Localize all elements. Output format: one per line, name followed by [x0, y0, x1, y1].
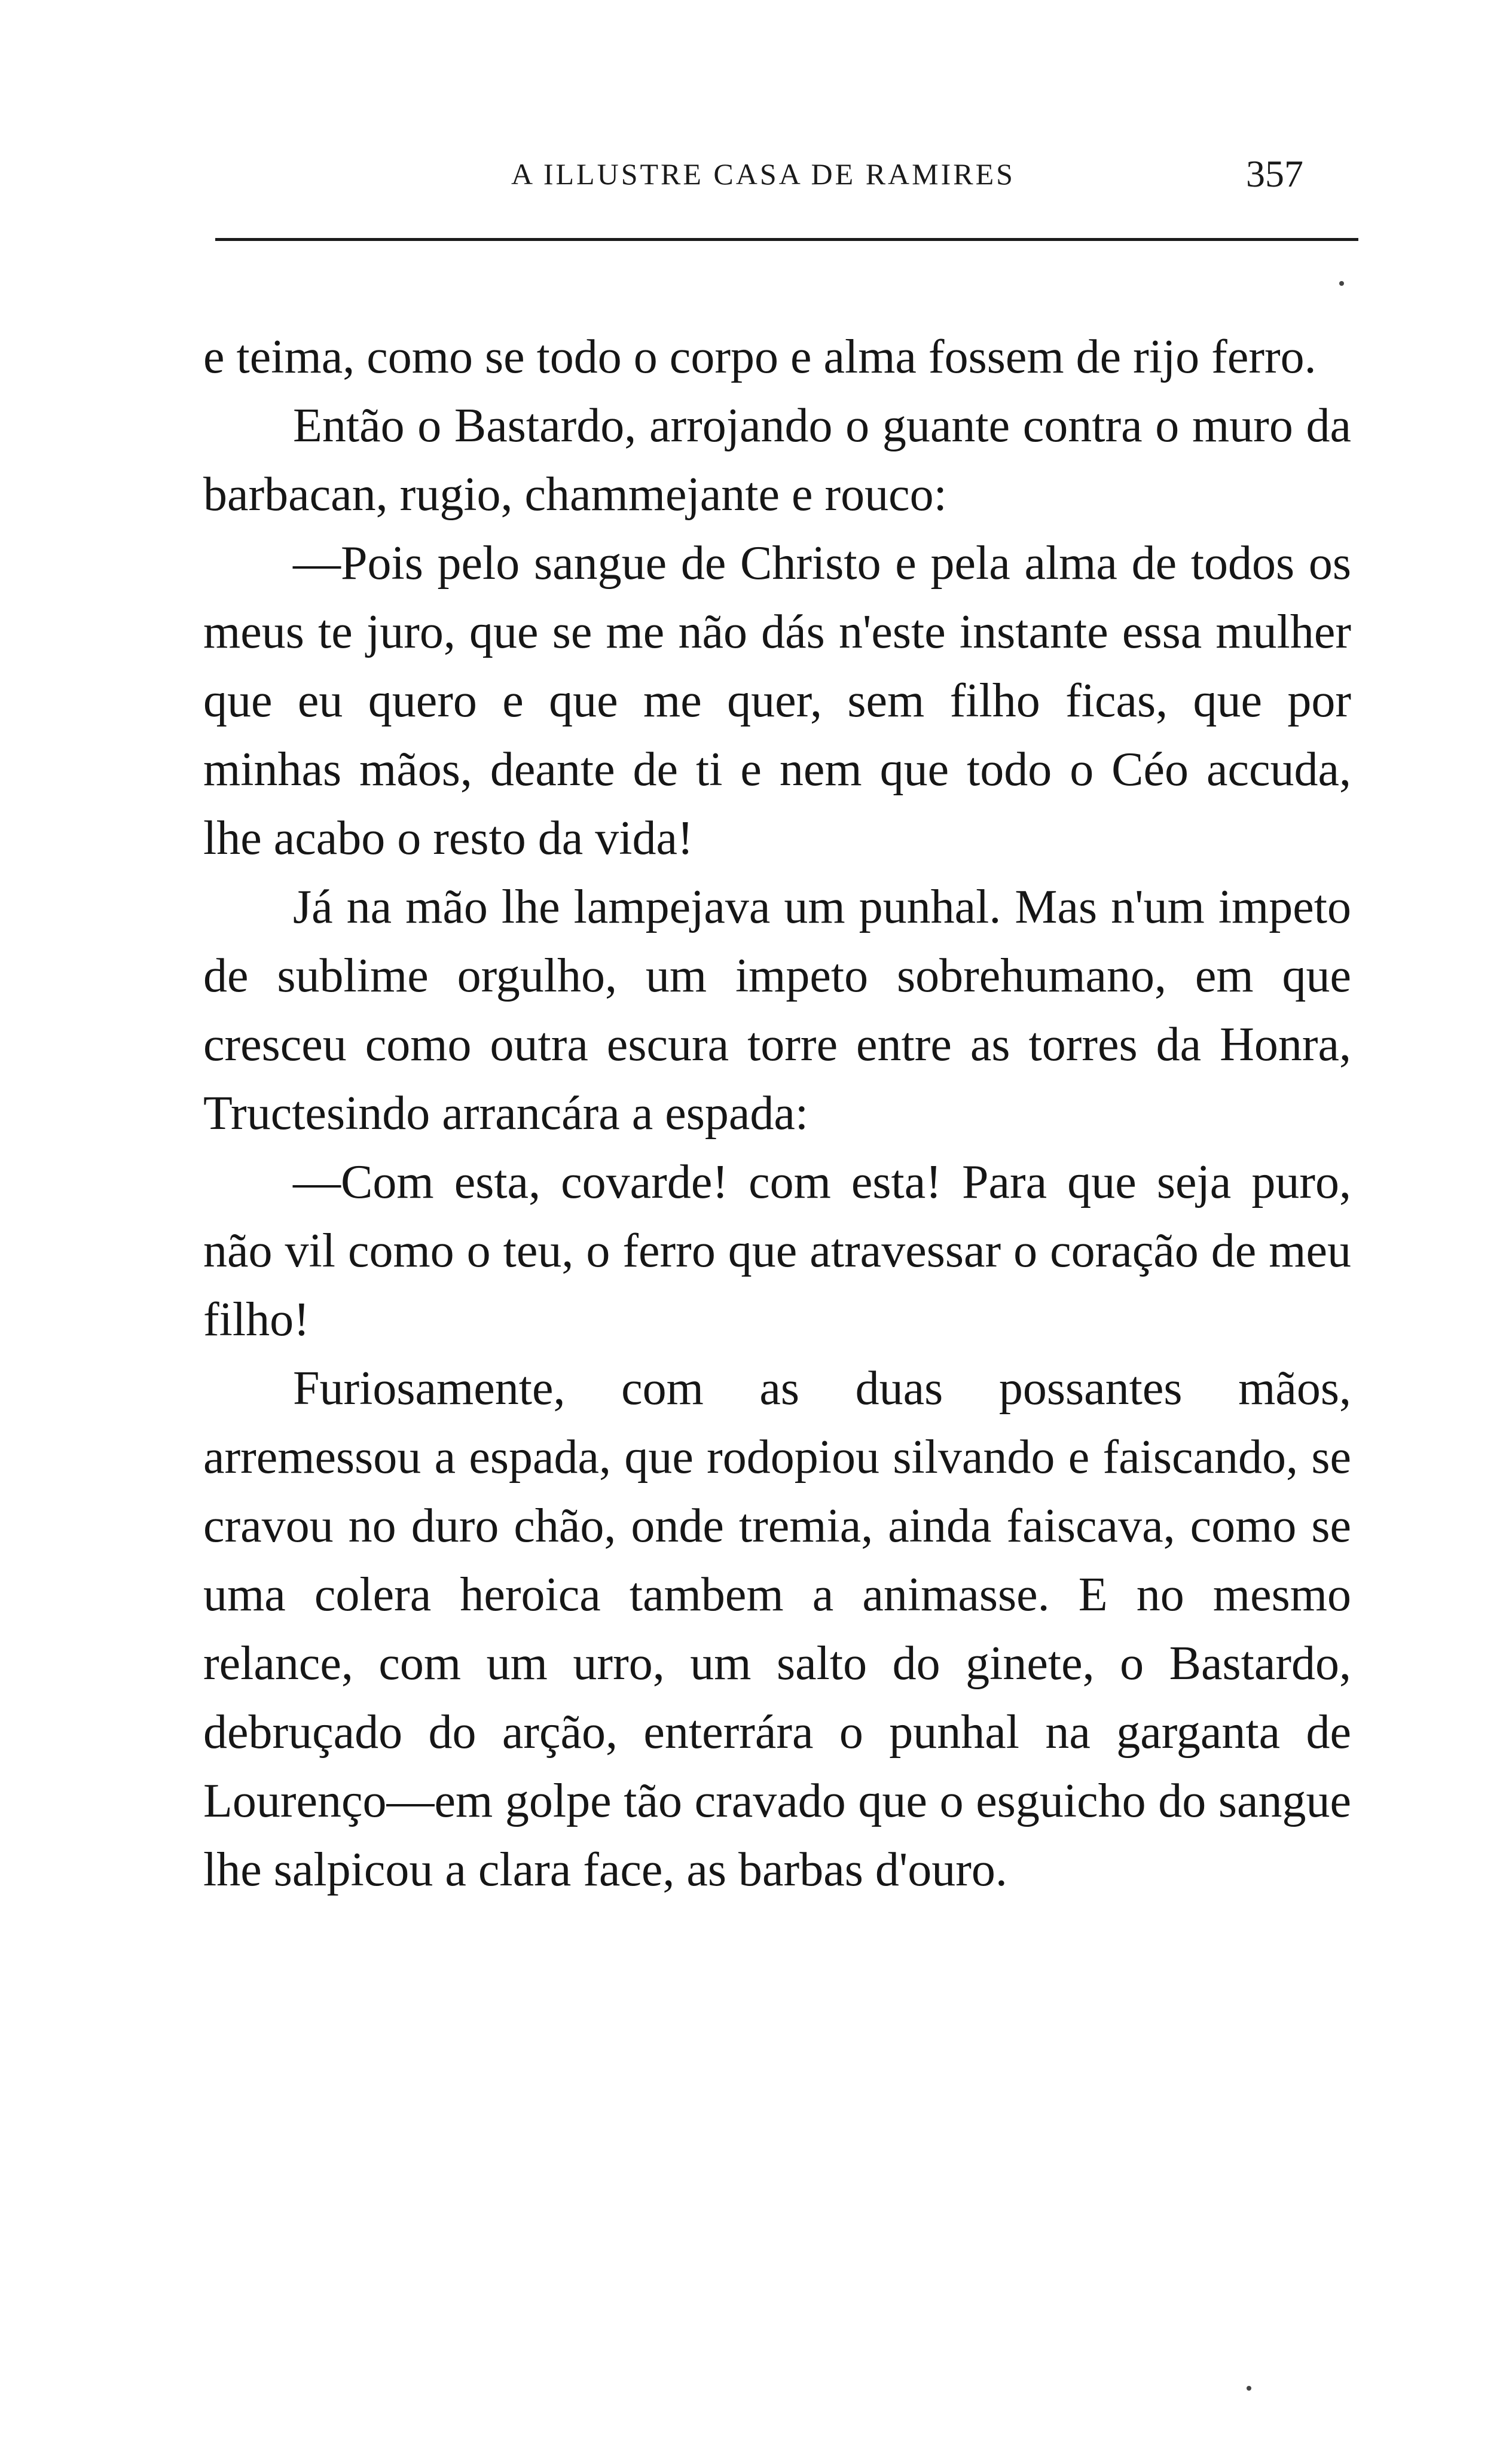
ink-speck: [1247, 2386, 1251, 2391]
paragraph-4: Já na mão lhe lampejava um punhal. Mas n'um impeto de sublime orgulho, um impeto sobrehumano, em que cresceu como outra escura torre entre as torres da Honra, Tructesindo arrancára a espada:: [203, 881, 1351, 1140]
page-number: 357: [1246, 152, 1303, 195]
paragraph-5: —Com esta, covarde! com esta! Para que seja puro, não vil como o teu, o ferro que atravessar o coração de meu filho!: [203, 1156, 1351, 1346]
paragraph-2: Então o Bastardo, arrojando o guante contra o muro da barbacan, rugio, chammejante e rouco:: [203, 399, 1351, 521]
header-rule: [215, 238, 1358, 241]
paragraph-1: e teima, como se todo o corpo e alma fossem de rijo ferro.: [203, 331, 1316, 383]
page-header: [215, 139, 1351, 205]
paragraph-3: —Pois pelo sangue de Christo e pela alma de todos os meus te juro, que se me não dás n'este instante essa mulher que eu quero e que me quer, sem filho ficas, que por minhas mãos, deante de ti e nem que todo o Céo accuda, lhe acabo o resto da vida!: [203, 537, 1351, 865]
ink-speck: [1339, 281, 1344, 286]
body-text: [203, 323, 1351, 1905]
running-title: A ILLUSTRE CASA DE RAMIRES: [511, 157, 1015, 191]
paragraph-6: Furiosamente, com as duas possantes mãos, arremessou a espada, que rodopiou silvando e faiscando, se cravou no duro chão, onde tremia, ainda faiscava, como se uma colera heroica tambem a animasse. E no mesmo relance, com um urro, um salto do ginete, o Bastardo, debruçado do arção, enterrára o punhal na garganta de Lourenço—em golpe tão cravado que o esguicho do sangue lhe salpicou a clara face, as barbas d'ouro.: [203, 1362, 1351, 1896]
